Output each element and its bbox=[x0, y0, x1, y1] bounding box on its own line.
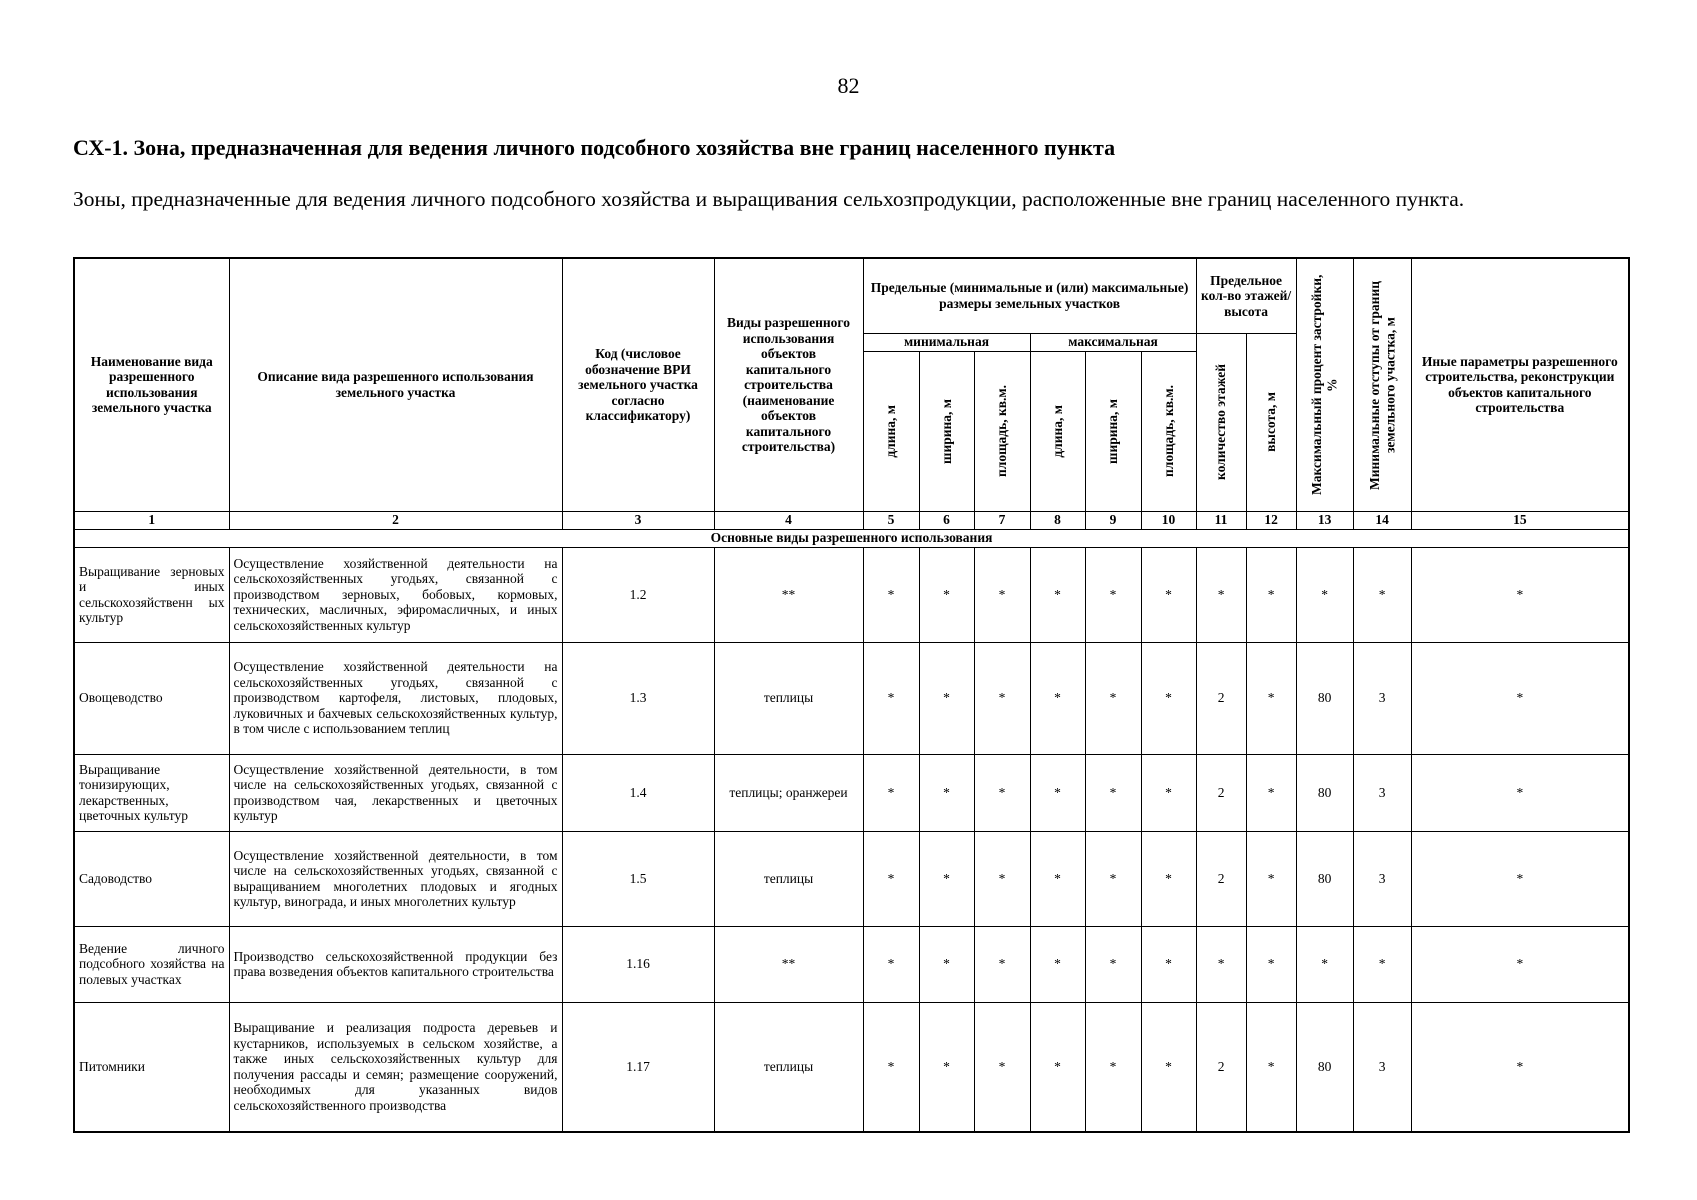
use-type-code: 1.5 bbox=[562, 831, 714, 926]
table-row bbox=[74, 754, 1629, 831]
max-area-value: * bbox=[1141, 547, 1196, 642]
header-min-length: длина, м bbox=[863, 351, 919, 511]
max-width-value: * bbox=[1085, 754, 1141, 831]
max-width-value: * bbox=[1085, 926, 1141, 1002]
min-area-value: * bbox=[974, 547, 1030, 642]
max-percent-value: * bbox=[1296, 926, 1353, 1002]
min-width-value: * bbox=[919, 642, 974, 754]
column-number: 7 bbox=[974, 511, 1030, 529]
min-width-value: * bbox=[919, 754, 974, 831]
height-value: * bbox=[1246, 754, 1296, 831]
max-width-value: * bbox=[1085, 831, 1141, 926]
permitted-objects: теплицы; оранжереи bbox=[714, 754, 863, 831]
max-length-value: * bbox=[1030, 547, 1085, 642]
column-number: 13 bbox=[1296, 511, 1353, 529]
max-area-value: * bbox=[1141, 754, 1196, 831]
table-row bbox=[74, 1002, 1629, 1132]
header-objects: Виды разрешенного использования объектов капитального строительства (наименование объектов капитального строительства) bbox=[714, 258, 863, 511]
permitted-objects: теплицы bbox=[714, 642, 863, 754]
use-type-description: Осуществление хозяйственной деятельности, в том числе на сельскохозяйственных угодьях, связанной с производством чая, лекарственных и цветочных культур bbox=[229, 754, 562, 831]
other-parameters-value: * bbox=[1411, 831, 1629, 926]
header-max-percent: Максимальный процент застройки, % bbox=[1296, 258, 1353, 511]
column-number: 6 bbox=[919, 511, 974, 529]
zone-parameters-table bbox=[73, 257, 1630, 1133]
column-number: 5 bbox=[863, 511, 919, 529]
max-percent-value: 80 bbox=[1296, 831, 1353, 926]
use-type-code: 1.17 bbox=[562, 1002, 714, 1132]
min-offset-value: 3 bbox=[1353, 754, 1411, 831]
min-length-value: * bbox=[863, 926, 919, 1002]
use-type-name: Выращивание зерновых и иных сельскохозяйственн ых культур bbox=[74, 547, 229, 642]
min-width-value: * bbox=[919, 547, 974, 642]
header-maximum: максимальная bbox=[1030, 333, 1196, 351]
min-area-value: * bbox=[974, 754, 1030, 831]
header-minimum: минимальная bbox=[863, 333, 1030, 351]
header-plot-size-limits: Предельные (минимальные и (или) максимальные) размеры земельных участков bbox=[863, 258, 1196, 333]
height-value: * bbox=[1246, 642, 1296, 754]
use-type-code: 1.2 bbox=[562, 547, 714, 642]
max-area-value: * bbox=[1141, 642, 1196, 754]
column-number: 14 bbox=[1353, 511, 1411, 529]
column-number: 1 bbox=[74, 511, 229, 529]
use-type-code: 1.16 bbox=[562, 926, 714, 1002]
page-number: 82 bbox=[837, 73, 860, 98]
min-length-value: * bbox=[863, 1002, 919, 1132]
column-number: 10 bbox=[1141, 511, 1196, 529]
max-percent-value: * bbox=[1296, 547, 1353, 642]
height-value: * bbox=[1246, 926, 1296, 1002]
min-width-value: * bbox=[919, 926, 974, 1002]
min-area-value: * bbox=[974, 642, 1030, 754]
floor-count-value: 2 bbox=[1196, 754, 1246, 831]
column-number: 2 bbox=[229, 511, 562, 529]
min-length-value: * bbox=[863, 547, 919, 642]
permitted-objects: ** bbox=[714, 547, 863, 642]
header-min-offsets: Минимальные отступы от границ земельного участка, м bbox=[1353, 258, 1411, 511]
min-area-value: * bbox=[974, 1002, 1030, 1132]
max-width-value: * bbox=[1085, 1002, 1141, 1132]
header-floors-height: Предельное кол-во этажей/ высота bbox=[1196, 258, 1296, 333]
use-type-name: Ведение личного подсобного хозяйства на полевых участках bbox=[74, 926, 229, 1002]
max-length-value: * bbox=[1030, 926, 1085, 1002]
other-parameters-value: * bbox=[1411, 547, 1629, 642]
max-width-value: * bbox=[1085, 642, 1141, 754]
use-type-code: 1.4 bbox=[562, 754, 714, 831]
header-floor-count: количество этажей bbox=[1196, 333, 1246, 511]
min-width-value: * bbox=[919, 1002, 974, 1132]
use-type-name: Питомники bbox=[74, 1002, 229, 1132]
use-type-name: Садоводство bbox=[74, 831, 229, 926]
column-number-row bbox=[74, 511, 1629, 529]
other-parameters-value: * bbox=[1411, 926, 1629, 1002]
header-code: Код (числовое обозначение ВРИ земельного участка согласно классификатору) bbox=[562, 258, 714, 511]
column-number: 3 bbox=[562, 511, 714, 529]
column-number: 4 bbox=[714, 511, 863, 529]
use-type-description: Осуществление хозяйственной деятельности, в том числе на сельскохозяйственных угодьях, связанной с выращиванием многолетних плодовых и ягодных культур, винограда, и иных многолетних культур bbox=[229, 831, 562, 926]
min-length-value: * bbox=[863, 831, 919, 926]
column-number: 12 bbox=[1246, 511, 1296, 529]
height-value: * bbox=[1246, 547, 1296, 642]
floor-count-value: 2 bbox=[1196, 642, 1246, 754]
column-number: 9 bbox=[1085, 511, 1141, 529]
header-max-area: площадь, кв.м. bbox=[1141, 351, 1196, 511]
floor-count-value: * bbox=[1196, 547, 1246, 642]
header-height: высота, м bbox=[1246, 333, 1296, 511]
min-offset-value: * bbox=[1353, 926, 1411, 1002]
min-offset-value: * bbox=[1353, 547, 1411, 642]
use-type-description: Осуществление хозяйственной деятельности на сельскохозяйственных угодьях, связанной с производством картофеля, листовых, плодовых, луковичных и бахчевых сельскохозяйственных культур, в том числе с использованием теплиц bbox=[229, 642, 562, 754]
table-row bbox=[74, 642, 1629, 754]
other-parameters-value: * bbox=[1411, 642, 1629, 754]
min-length-value: * bbox=[863, 754, 919, 831]
min-length-value: * bbox=[863, 642, 919, 754]
min-area-value: * bbox=[974, 831, 1030, 926]
table-row bbox=[74, 926, 1629, 1002]
min-offset-value: 3 bbox=[1353, 1002, 1411, 1132]
max-percent-value: 80 bbox=[1296, 1002, 1353, 1132]
max-length-value: * bbox=[1030, 1002, 1085, 1132]
header-max-length: длина, м bbox=[1030, 351, 1085, 511]
max-length-value: * bbox=[1030, 831, 1085, 926]
other-parameters-value: * bbox=[1411, 754, 1629, 831]
header-max-width: ширина, м bbox=[1085, 351, 1141, 511]
height-value: * bbox=[1246, 1002, 1296, 1132]
permitted-objects: теплицы bbox=[714, 1002, 863, 1132]
header-min-width: ширина, м bbox=[919, 351, 974, 511]
height-value: * bbox=[1246, 831, 1296, 926]
max-length-value: * bbox=[1030, 642, 1085, 754]
floor-count-value: 2 bbox=[1196, 1002, 1246, 1132]
use-type-description: Производство сельскохозяйственной продукции без права возведения объектов капитального строительства bbox=[229, 926, 562, 1002]
table-row bbox=[74, 831, 1629, 926]
column-number: 8 bbox=[1030, 511, 1085, 529]
floor-count-value: * bbox=[1196, 926, 1246, 1002]
permitted-objects: ** bbox=[714, 926, 863, 1002]
permitted-objects: теплицы bbox=[714, 831, 863, 926]
use-type-code: 1.3 bbox=[562, 642, 714, 754]
header-min-area: площадь, кв.м. bbox=[974, 351, 1030, 511]
max-area-value: * bbox=[1141, 831, 1196, 926]
floor-count-value: 2 bbox=[1196, 831, 1246, 926]
min-area-value: * bbox=[974, 926, 1030, 1002]
max-percent-value: 80 bbox=[1296, 642, 1353, 754]
max-percent-value: 80 bbox=[1296, 754, 1353, 831]
section-title: Основные виды разрешенного использования bbox=[74, 529, 1629, 547]
table-row bbox=[74, 547, 1629, 642]
min-width-value: * bbox=[919, 831, 974, 926]
use-type-name: Овощеводство bbox=[74, 642, 229, 754]
other-parameters-value: * bbox=[1411, 1002, 1629, 1132]
use-type-description: Выращивание и реализация подроста деревьев и кустарников, используемых в сельском хозяйстве, а также иных сельскохозяйственных культур для получения рассады и семян; размещение сооружений, необходимых для указанных видов сельскохозяйственного производства bbox=[229, 1002, 562, 1132]
column-number: 15 bbox=[1411, 511, 1629, 529]
header-other-parameters: Иные параметры разрешенного строительства, реконструкции объектов капитального строительства bbox=[1411, 258, 1629, 511]
header-description: Описание вида разрешенного использования земельного участка bbox=[229, 258, 562, 511]
min-offset-value: 3 bbox=[1353, 831, 1411, 926]
max-width-value: * bbox=[1085, 547, 1141, 642]
intro-paragraph: Зоны, предназначенные для ведения личного подсобного хозяйства и выращивания сельхозпродукции, расположенные вне границ населенного пункта. bbox=[73, 187, 1465, 211]
max-area-value: * bbox=[1141, 926, 1196, 1002]
max-area-value: * bbox=[1141, 1002, 1196, 1132]
document-title: СХ-1. Зона, предназначенная для ведения личного подсобного хозяйства вне границ населенного пункта bbox=[73, 135, 1116, 160]
min-offset-value: 3 bbox=[1353, 642, 1411, 754]
use-type-name: Выращивание тонизирующих, лекарственных, цветочных культур bbox=[74, 754, 229, 831]
column-number: 11 bbox=[1196, 511, 1246, 529]
max-length-value: * bbox=[1030, 754, 1085, 831]
header-name: Наименование вида разрешенного использования земельного участка bbox=[74, 258, 229, 511]
use-type-description: Осуществление хозяйственной деятельности на сельскохозяйственных угодьях, связанной с производством зерновых, бобовых, кормовых, технических, масличных, эфиромасличных, и иных сельскохозяйственных культур bbox=[229, 547, 562, 642]
